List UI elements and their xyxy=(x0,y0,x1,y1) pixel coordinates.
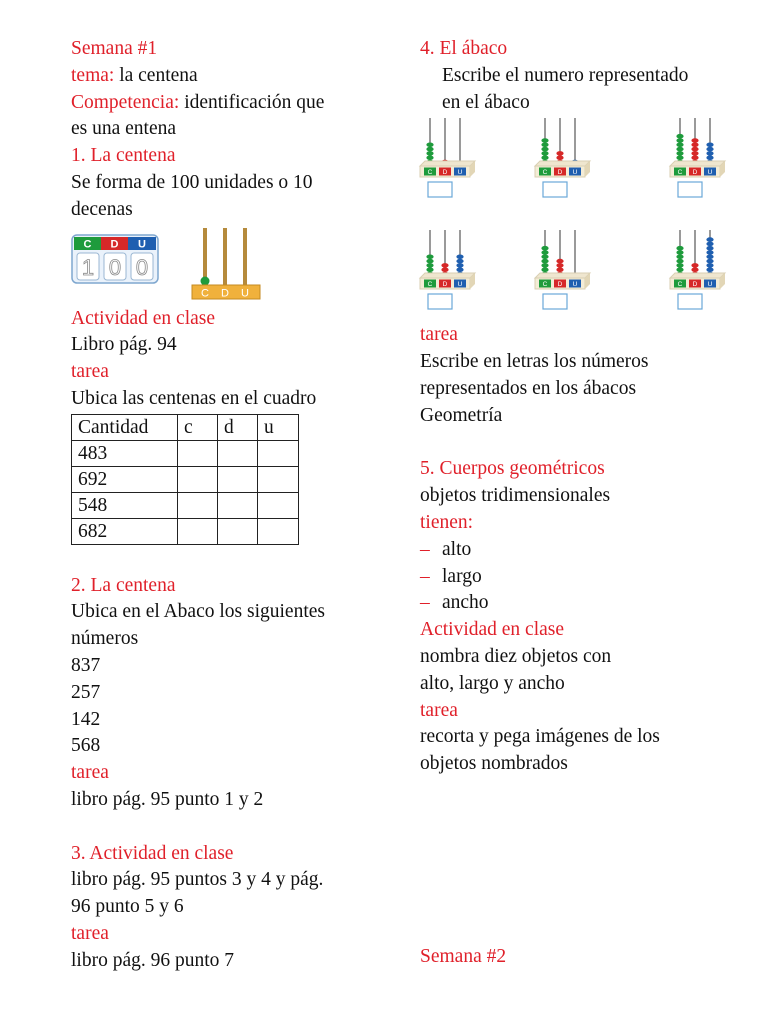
section-4-text-1: Escribe el numero representado xyxy=(442,64,689,86)
abacus-bead xyxy=(426,263,433,268)
dimension-height: alto xyxy=(442,538,472,560)
competence-line xyxy=(71,90,401,117)
section-2-text-1: Ubica en el Abaco los siguientes xyxy=(71,601,325,623)
answer-box[interactable] xyxy=(678,294,702,309)
abacus-place-label: U xyxy=(707,169,713,177)
abacus-bead xyxy=(676,156,683,161)
section-1-text-2: decenas xyxy=(71,198,133,220)
abacus-exercise xyxy=(418,116,478,209)
abacus-bead xyxy=(691,263,698,268)
abacus-bead xyxy=(441,263,448,268)
write-in-letters-2: representados en los ábacos xyxy=(420,377,637,399)
book-page-96-point-7: libro pág. 96 punto 7 xyxy=(71,949,235,971)
abacus-bead xyxy=(556,263,563,268)
abacus-bead xyxy=(426,147,433,152)
abacus-bead xyxy=(706,259,713,264)
card-digit-d: 0 xyxy=(108,254,122,280)
abacus-bead xyxy=(676,268,683,273)
write-in-letters-1: Escribe en letras los números xyxy=(420,351,649,373)
abacus-bead xyxy=(541,151,548,156)
dash-bullet: – xyxy=(420,565,430,587)
table-cell-empty[interactable] xyxy=(258,466,299,492)
abacus-bead xyxy=(456,268,463,273)
table-row xyxy=(72,440,299,466)
abacus-bead xyxy=(426,268,433,273)
abacus-bead xyxy=(691,151,698,156)
name-objects-2: alto, largo y ancho xyxy=(420,672,565,694)
number-item: 837 xyxy=(71,654,101,676)
table-header-cantidad: Cantidad xyxy=(72,414,178,440)
homework-label-1: tarea xyxy=(71,361,109,383)
abacus-bead xyxy=(456,259,463,264)
table-header-u: u xyxy=(258,414,299,440)
table-cell-empty[interactable] xyxy=(178,492,218,518)
abacus xyxy=(668,228,728,312)
abacus-bead xyxy=(541,259,548,264)
abacus-bead xyxy=(541,268,548,273)
section-1-text-1: Se forma de 100 unidades o 10 xyxy=(71,171,313,193)
abacus-base-c: C xyxy=(201,287,209,300)
abacus-exercise-grid xyxy=(418,116,748,322)
dimension-item xyxy=(420,590,750,617)
dimension-length: largo xyxy=(442,565,482,587)
abacus-bead xyxy=(541,156,548,161)
abacus-base-d: D xyxy=(221,287,229,300)
have-label: tienen: xyxy=(420,511,474,533)
abacus-place-label: C xyxy=(427,169,433,177)
answer-box[interactable] xyxy=(543,182,567,197)
table-cell-empty[interactable] xyxy=(178,440,218,466)
competence-value-2: es una entena xyxy=(71,118,177,140)
place-value-table xyxy=(71,414,299,545)
abacus-place-label: C xyxy=(542,169,548,177)
abacus xyxy=(533,116,593,200)
abacus-bead xyxy=(706,268,713,273)
abacus-bead xyxy=(706,263,713,268)
abacus-bead xyxy=(541,147,548,152)
table-cell-empty[interactable] xyxy=(218,518,258,544)
abacus-rod xyxy=(574,230,576,278)
abacus-exercise xyxy=(418,228,478,321)
class-activity-1: Actividad en clase xyxy=(71,307,216,329)
abacus-bead xyxy=(676,151,683,156)
abacus-bead xyxy=(691,156,698,161)
right-column xyxy=(420,36,750,778)
homework-label-5: tarea xyxy=(420,699,458,721)
abacus-rod xyxy=(459,118,461,166)
abacus-place-label: C xyxy=(542,281,548,289)
table-cell-empty[interactable] xyxy=(178,466,218,492)
abacus-bead xyxy=(706,147,713,152)
abacus-exercise xyxy=(533,228,593,321)
abacus-bead xyxy=(676,246,683,251)
abacus-bead xyxy=(706,242,713,247)
answer-box[interactable] xyxy=(428,294,452,309)
abacus-bead xyxy=(691,139,698,144)
table-row xyxy=(72,466,299,492)
topic-line xyxy=(71,63,401,90)
cdu-place-value-card xyxy=(71,234,159,284)
section-2-title: 2. La centena xyxy=(71,574,176,596)
abacus-place-label: U xyxy=(457,281,463,289)
abacus-bead xyxy=(706,151,713,156)
abacus-bead xyxy=(541,143,548,148)
section-1-title: 1. La centena xyxy=(71,145,176,167)
abacus-bead xyxy=(541,263,548,268)
table-cell-quantity: 692 xyxy=(72,466,178,492)
abacus-bead xyxy=(676,134,683,139)
abacus-bead xyxy=(426,255,433,260)
table-row xyxy=(72,492,299,518)
topic-value: la centena xyxy=(114,64,198,86)
abacus-bead xyxy=(556,268,563,273)
abacus-place-label: D xyxy=(442,169,448,177)
table-cell-empty[interactable] xyxy=(218,492,258,518)
number-item: 142 xyxy=(71,708,101,730)
week-2-title: Semana #2 xyxy=(420,946,507,967)
abacus-bead xyxy=(541,255,548,260)
abacus-bead xyxy=(426,156,433,161)
table-cell-empty[interactable] xyxy=(218,466,258,492)
abacus-place-label: U xyxy=(707,281,713,289)
abacus-bead xyxy=(556,151,563,156)
abacus-place-label: D xyxy=(442,281,448,289)
name-objects-1: nombra diez objetos con xyxy=(420,645,612,667)
dimension-item xyxy=(420,564,750,591)
abacus-bead xyxy=(706,255,713,260)
abacus-bead xyxy=(691,147,698,152)
topic-label: tema: xyxy=(71,64,115,86)
abacus-bead xyxy=(676,251,683,256)
cdu-illustration xyxy=(71,230,401,302)
section-4-text-2: en el ábaco xyxy=(442,91,530,113)
book-page-94: Libro pág. 94 xyxy=(71,334,177,356)
abacus-bead xyxy=(456,263,463,268)
abacus-place-label: D xyxy=(692,169,698,177)
abacus xyxy=(668,116,728,200)
book-page-95-points: libro pág. 95 punto 1 y 2 xyxy=(71,788,264,810)
card-digit-c: 1 xyxy=(81,254,95,280)
abacus-place-label: U xyxy=(572,169,578,177)
week-title: Semana #1 xyxy=(71,38,158,59)
geometry-heading: Geometría xyxy=(420,404,503,426)
abacus-bead xyxy=(691,143,698,148)
abacus xyxy=(533,228,593,312)
table-row xyxy=(72,518,299,544)
table-header-row xyxy=(72,414,299,440)
number-item: 257 xyxy=(71,681,101,703)
abacus-bead xyxy=(706,238,713,243)
abacus-exercise xyxy=(668,228,728,321)
abacus-bead xyxy=(676,147,683,152)
abacus-bead xyxy=(676,263,683,268)
card-digit-u: 0 xyxy=(135,254,149,280)
abacus-place-label: U xyxy=(572,281,578,289)
homework-label-2: tarea xyxy=(71,762,109,784)
abacus-bead xyxy=(691,268,698,273)
table-cell-quantity: 483 xyxy=(72,440,178,466)
competence-value: identificación que xyxy=(179,91,325,113)
homework-label-4: tarea xyxy=(420,324,458,346)
abacus-place-label: C xyxy=(427,281,433,289)
answer-box[interactable] xyxy=(678,182,702,197)
abacus-bead xyxy=(541,251,548,256)
abacus-bead xyxy=(541,139,548,144)
table-cell-empty[interactable] xyxy=(258,492,299,518)
abacus-bead xyxy=(426,143,433,148)
abacus-bead xyxy=(556,259,563,264)
dash-bullet: – xyxy=(420,538,430,560)
abacus xyxy=(418,116,478,200)
abacus-exercise xyxy=(533,116,593,209)
answer-box[interactable] xyxy=(543,294,567,309)
table-cell-empty[interactable] xyxy=(258,440,299,466)
abacus-bead xyxy=(706,156,713,161)
abacus-place-label: C xyxy=(677,169,683,177)
homework-label-3: tarea xyxy=(71,922,109,944)
table-cell-quantity: 682 xyxy=(72,518,178,544)
section-2-text-2: números xyxy=(71,628,139,650)
competence-label: Competencia: xyxy=(71,91,180,113)
section-3-text-2: 96 punto 5 y 6 xyxy=(71,896,184,918)
abacus-rod-d xyxy=(223,228,227,286)
abacus-bead xyxy=(676,143,683,148)
abacus-bead xyxy=(426,259,433,264)
abacus-rod xyxy=(574,118,576,166)
card-header-d-label: D xyxy=(110,238,119,251)
abacus-exercise xyxy=(668,116,728,209)
abacus-bead xyxy=(201,276,210,285)
abacus-bead xyxy=(706,251,713,256)
answer-box[interactable] xyxy=(428,182,452,197)
left-column xyxy=(71,36,401,975)
abacus-place-label: D xyxy=(557,169,563,177)
abacus-bead xyxy=(541,246,548,251)
abacus-bead xyxy=(676,139,683,144)
abacus-rod-u xyxy=(243,228,247,286)
table-cell-quantity: 548 xyxy=(72,492,178,518)
abacus xyxy=(418,228,478,312)
dimension-width: ancho xyxy=(442,592,489,614)
abacus-place-label: D xyxy=(557,281,563,289)
abacus-100 xyxy=(189,226,263,302)
abacus-bead xyxy=(456,255,463,260)
section-5-text: objetos tridimensionales xyxy=(420,485,611,507)
table-cell-empty[interactable] xyxy=(258,518,299,544)
cut-paste-2: objetos nombrados xyxy=(420,753,568,775)
abacus-place-label: C xyxy=(677,281,683,289)
abacus-bead xyxy=(706,246,713,251)
abacus-place-label: U xyxy=(457,169,463,177)
abacus-bead xyxy=(426,151,433,156)
abacus-bead xyxy=(556,156,563,161)
abacus-bead xyxy=(676,255,683,260)
card-header-c-label: C xyxy=(83,238,92,251)
abacus-bead xyxy=(441,268,448,273)
section-3-text-1: libro pág. 95 puntos 3 y 4 y pág. xyxy=(71,869,324,891)
dimension-item xyxy=(420,537,750,564)
table-cell-empty[interactable] xyxy=(218,440,258,466)
dash-bullet: – xyxy=(420,592,430,614)
abacus-base-u: U xyxy=(241,287,249,300)
number-item: 568 xyxy=(71,735,101,757)
place-hundreds-instruction: Ubica las centenas en el cuadro xyxy=(71,387,317,409)
class-activity-5: Actividad en clase xyxy=(420,619,565,641)
abacus-bead xyxy=(676,259,683,264)
cut-paste-1: recorta y pega imágenes de los xyxy=(420,726,660,748)
section-4-title: 4. El ábaco xyxy=(420,38,508,59)
abacus-place-label: D xyxy=(692,281,698,289)
card-header-u-label: U xyxy=(138,238,146,251)
section-3-title: 3. Actividad en clase xyxy=(71,842,234,864)
table-cell-empty[interactable] xyxy=(178,518,218,544)
table-header-d: d xyxy=(218,414,258,440)
abacus-bead xyxy=(706,143,713,148)
table-header-c: c xyxy=(178,414,218,440)
section-5-title: 5. Cuerpos geométricos xyxy=(420,458,605,480)
abacus-rod xyxy=(444,118,446,166)
